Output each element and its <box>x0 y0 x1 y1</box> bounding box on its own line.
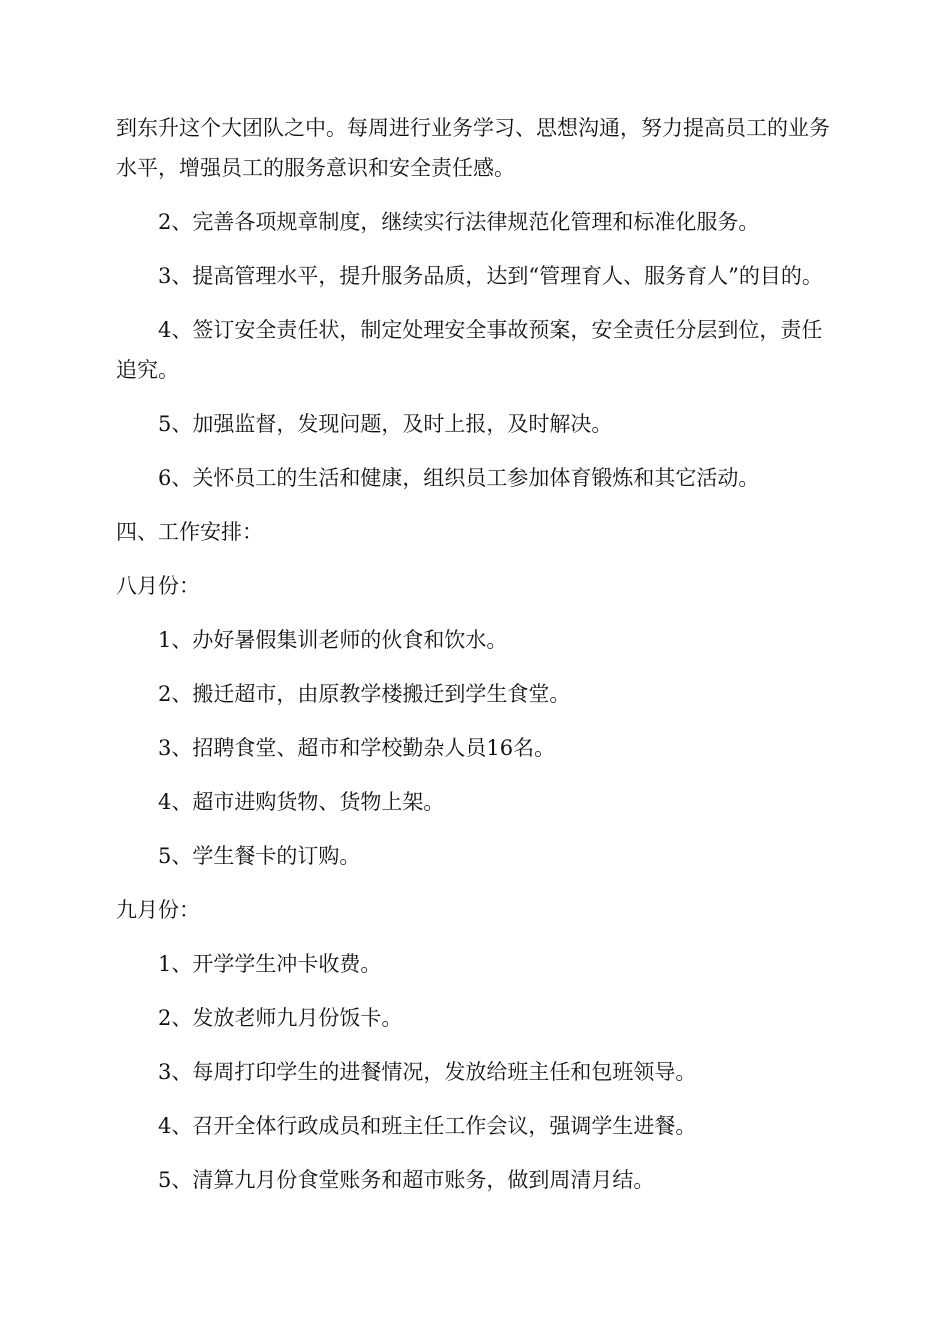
month-heading-august: 八月份： <box>116 574 200 598</box>
list-item-3: 3、提高管理水平，提升服务品质，达到“管理育人、服务育人”的目的。 <box>158 264 823 288</box>
paragraph-continuation: 到东升这个大团队之中。每周进行业务学习、思想沟通，努力提高员工的业务水平，增强员工的服务意识和安全责任感。 <box>116 116 830 180</box>
august-item-4: 4、超市进购货物、货物上架。 <box>158 790 445 814</box>
september-item-1: 1、开学学生冲卡收费。 <box>158 952 382 976</box>
month-heading-september: 九月份： <box>116 898 200 922</box>
september-item-5: 5、清算九月份食堂账务和超市账务，做到周清月结。 <box>158 1168 655 1192</box>
september-item-3: 3、每周打印学生的进餐情况，发放给班主任和包班领导。 <box>158 1060 697 1084</box>
section-heading-work-arrangement: 四、工作安排： <box>116 520 263 544</box>
list-item-6: 6、关怀员工的生活和健康，组织员工参加体育锻炼和其它活动。 <box>158 466 760 490</box>
august-item-1: 1、办好暑假集训老师的伙食和饮水。 <box>158 628 508 652</box>
document-body <box>116 108 836 1214</box>
list-item-5: 5、加强监督，发现问题，及时上报，及时解决。 <box>158 412 613 436</box>
list-item-2: 2、完善各项规章制度，继续实行法律规范化管理和标准化服务。 <box>158 210 760 234</box>
august-item-5: 5、学生餐卡的订购。 <box>158 844 361 868</box>
august-item-3: 3、招聘食堂、超市和学校勤杂人员16名。 <box>158 736 556 760</box>
september-item-4: 4、召开全体行政成员和班主任工作会议，强调学生进餐。 <box>158 1114 697 1138</box>
list-item-4: 4、签订安全责任状，制定处理安全事故预案，安全责任分层到位，责任追究。 <box>116 318 823 382</box>
september-item-2: 2、发放老师九月份饭卡。 <box>158 1006 403 1030</box>
august-item-2: 2、搬迁超市，由原教学楼搬迁到学生食堂。 <box>158 682 571 706</box>
